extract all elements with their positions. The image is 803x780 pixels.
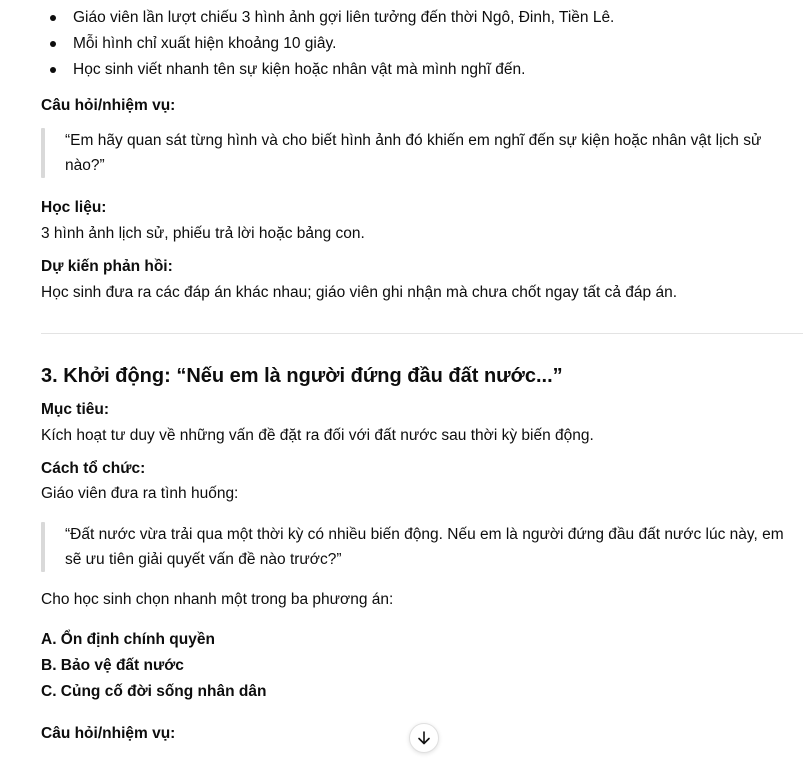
expected-response-text: Học sinh đưa ra các đáp án khác nhau; giáo viên ghi nhận mà chưa chốt ngay tất cả đáp án. xyxy=(41,284,677,301)
quote-bar xyxy=(41,128,45,178)
list-item xyxy=(41,31,803,57)
list-item xyxy=(41,5,803,31)
organization-text: Giáo viên đưa ra tình huống: xyxy=(41,485,239,502)
quote-line: “Đất nước vừa trải qua một thời kỳ có nhiều biến động. Nếu em là người đứng đầu đất nước lúc này, em xyxy=(65,526,784,543)
goal-label: Mục tiêu: xyxy=(41,401,110,418)
quote-line: nào?” xyxy=(65,157,105,174)
option-list xyxy=(41,627,803,705)
task-label: Câu hỏi/nhiệm vụ: xyxy=(41,97,176,114)
option-item: B. Bảo vệ đất nước xyxy=(41,657,184,674)
situation-quote xyxy=(41,522,803,572)
task-label: Câu hỏi/nhiệm vụ: xyxy=(41,725,176,742)
list-item-text: Giáo viên lần lượt chiếu 3 hình ảnh gợi liên tưởng đến thời Ngô, Đinh, Tiền Lê. xyxy=(73,9,615,26)
section-divider xyxy=(41,333,803,334)
organization-label: Cách tổ chức: xyxy=(41,460,146,477)
option-item: C. Củng cố đời sống nhân dân xyxy=(41,683,267,700)
expected-response-label: Dự kiến phản hồi: xyxy=(41,258,173,275)
list-item xyxy=(41,57,803,83)
quote-line: sẽ ưu tiên giải quyết vấn đề nào trước?” xyxy=(65,551,342,568)
goal-text: Kích hoạt tư duy về những vấn đề đặt ra đối với đất nước sau thời kỳ biến động. xyxy=(41,427,594,444)
materials-text: 3 hình ảnh lịch sử, phiếu trả lời hoặc bảng con. xyxy=(41,225,365,242)
quote-line: “Em hãy quan sát từng hình và cho biết hình ảnh đó khiến em nghĩ đến sự kiện hoặc nhân vật lịch sử xyxy=(65,132,762,149)
bullet-icon xyxy=(50,67,56,73)
list-item-text: Học sinh viết nhanh tên sự kiện hoặc nhân vật mà mình nghĩ đến. xyxy=(73,61,526,78)
task-quote xyxy=(41,128,803,178)
choose-instruction: Cho học sinh chọn nhanh một trong ba phương án: xyxy=(41,591,394,608)
materials-label: Học liệu: xyxy=(41,199,107,216)
option-item: A. Ổn định chính quyền xyxy=(41,631,215,648)
quote-bar xyxy=(41,522,45,572)
bullet-icon xyxy=(50,15,56,21)
bullet-icon xyxy=(50,41,56,47)
section-heading: 3. Khởi động: “Nếu em là người đứng đầu đất nước...” xyxy=(41,365,563,387)
scroll-to-bottom-button[interactable] xyxy=(409,723,439,753)
intro-bullet-list xyxy=(41,5,803,83)
list-item-text: Mỗi hình chỉ xuất hiện khoảng 10 giây. xyxy=(73,35,337,52)
chat-response-content xyxy=(41,0,803,746)
arrow-down-icon xyxy=(416,730,432,746)
